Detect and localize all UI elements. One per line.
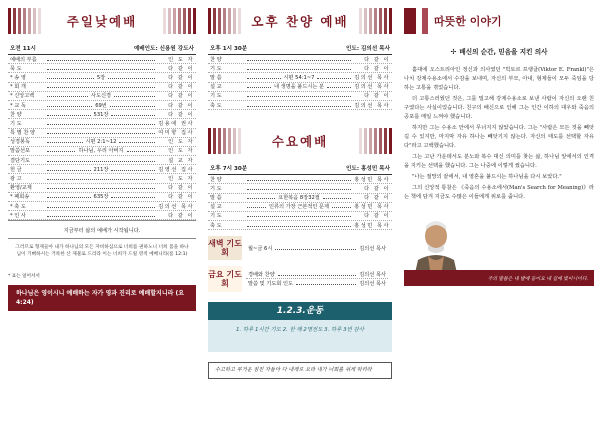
row-detail: 내 생명을 붙드시는 분 xyxy=(273,84,325,91)
story-paragraph: 하지만 그는 수용소 안에서 무너지지 않았습니다. 그는 "사람은 모든 것을 빼앗길 수 있지만, 마지막 자유 하나는 빼앗기지 않는다. 자신의 태도를 선택할 자유다"라고 고백했습니다. xyxy=(404,125,594,149)
row-label: 기 도 xyxy=(10,120,22,127)
wednesday-header xyxy=(208,164,392,175)
table-row xyxy=(8,193,196,202)
row-label: * 축 도 xyxy=(10,203,26,210)
row-person: 김의선 목사 xyxy=(354,74,390,81)
row-detail: 531장 xyxy=(93,111,109,118)
row-person: 인 도 자 xyxy=(168,139,194,146)
table-row xyxy=(208,175,392,184)
table-row xyxy=(8,73,196,82)
row-person: 홍성민 목사 xyxy=(354,204,391,211)
table-row xyxy=(8,110,196,119)
row-label: * 신앙고백 xyxy=(10,93,35,100)
dawn-prayer-row xyxy=(246,244,388,253)
row-label: 묵 도 xyxy=(10,65,22,72)
row-detail: 하나님, 우리 아버지 xyxy=(78,148,124,155)
row-detail: 5장 xyxy=(96,74,106,81)
praying-man-image xyxy=(404,216,594,286)
row-label: * 폐회송 xyxy=(10,194,30,201)
row-person: 김의선 목사 xyxy=(158,203,194,210)
row-label: * 교 독 xyxy=(10,102,26,109)
row-person: 설 교 자 xyxy=(168,157,194,164)
story-title xyxy=(404,46,594,56)
row-person: 인 도 자 xyxy=(168,56,194,63)
row-person: 김의선 목사 xyxy=(354,84,390,91)
friday-row-1 xyxy=(246,270,388,279)
row-label: 축 도 xyxy=(210,102,222,109)
afternoon-title: 오후 찬양 예배 xyxy=(243,12,356,30)
row-person: 다 같 이 xyxy=(364,195,390,202)
row-person: 다 같 이 xyxy=(364,93,390,100)
row-label: 축 도 xyxy=(210,222,222,229)
row-person: 다 같 이 xyxy=(168,84,194,91)
table-row xyxy=(8,129,196,138)
friday-prayer-tag: 금요 기도회 xyxy=(208,266,242,292)
wednesday-banner xyxy=(208,128,392,154)
sunday-leader: 예배인도: 신용원 강도사 xyxy=(133,46,194,52)
afternoon-header xyxy=(208,44,392,55)
sunday-title: 주일낮예배 xyxy=(59,12,145,30)
table-row xyxy=(208,212,392,221)
friday-row-2 xyxy=(246,279,388,288)
story-body xyxy=(404,66,594,202)
wednesday-time: 오후 7시 30분 xyxy=(210,166,248,173)
row-detail: 69번 xyxy=(95,102,107,109)
invitation-verse: 수고하고 무거운 짐진 자들아 다 내게로 오라 내가 너희를 쉬게 하리라 xyxy=(208,362,392,379)
row-person: 김용애 권사 xyxy=(158,120,194,127)
row-label: 헌 금 xyxy=(10,166,22,173)
table-row xyxy=(8,156,196,165)
table-row xyxy=(8,211,196,220)
sunday-banner xyxy=(8,8,196,34)
bottom-verse-banner: 하나님은 영이시니 예배하는 자가 영과 진리로 예배할지니라 (요4:24) xyxy=(8,285,196,311)
row-person: 다 같 이 xyxy=(364,213,390,220)
afternoon-column xyxy=(208,8,392,379)
table-row xyxy=(208,83,392,92)
sunday-time: 오전 11시 xyxy=(10,46,36,52)
row-label: 말 씀 xyxy=(210,195,222,202)
row-label: 기 도 xyxy=(210,213,222,220)
afternoon-order-list xyxy=(208,55,392,110)
sunday-header xyxy=(8,44,196,55)
friday-line-2: 말씀 및 기도회 인도 xyxy=(248,281,294,288)
cross-icon: ✢ xyxy=(450,48,457,56)
motto-title: 1.2.3.운동 xyxy=(208,302,392,320)
table-row xyxy=(8,147,196,156)
table-row xyxy=(8,119,196,128)
dawn-prayer-tag: 새벽 기도회 xyxy=(208,236,242,260)
sunday-worship-column xyxy=(8,8,196,311)
row-label: 성경봉독 xyxy=(10,139,31,146)
table-row xyxy=(208,203,392,212)
dawn-prayer-time: 월~금 6시 xyxy=(248,245,273,252)
table-row xyxy=(208,221,392,230)
caption-band: 주의 말씀은 내 발에 등이요 내 길에 빛이니이다. xyxy=(404,270,594,286)
row-label: * 회 개 xyxy=(10,84,26,91)
story-banner xyxy=(404,8,594,34)
row-person: 다 같 이 xyxy=(168,185,194,192)
row-label: 결단기도 xyxy=(10,157,31,164)
table-row xyxy=(208,55,392,64)
wednesday-leader: 인도: 홍성민 목사 xyxy=(346,166,390,173)
friday-leader-1: 김의선 목사 xyxy=(359,271,386,278)
table-row xyxy=(208,184,392,193)
story-banner-title: 따뜻한 이야기 xyxy=(434,15,502,28)
row-label: * 송 영 xyxy=(10,74,26,81)
row-label: 특 별 찬 양 xyxy=(10,130,35,137)
dawn-prayer-box xyxy=(208,236,392,260)
standing-mark: * 표는 일어서서 xyxy=(8,273,40,279)
row-person: 김영선 집사 xyxy=(158,166,195,173)
row-detail: 635장 xyxy=(93,194,109,201)
row-person: 김의선 목사 xyxy=(354,102,390,109)
row-label: 예배의 부름 xyxy=(10,56,37,63)
story-title-text: 배신의 순간, 믿음을 지킨 의사 xyxy=(459,48,548,56)
row-detail: 211장 xyxy=(93,166,109,173)
table-row xyxy=(208,92,392,101)
row-detail: 사도신경 xyxy=(90,93,112,100)
story-paragraph: 더 고통스러웠던 것은, 그를 밀고해 강제수용소로 보낸 사람이 자신의 오랜 친구였다는 사실이었습니다. 친구의 배신으로 인해 그는 인간 이하의 대우와 죽음의 공포를 매일 느껴야 했습니다. xyxy=(404,96,594,120)
afternoon-banner xyxy=(208,8,392,34)
afternoon-leader: 인도: 김의선 목사 xyxy=(346,46,390,52)
row-label: 설 교 xyxy=(210,204,222,211)
row-label: 기 도 xyxy=(210,185,222,192)
table-row xyxy=(208,194,392,203)
table-row xyxy=(8,138,196,147)
table-row xyxy=(8,174,196,183)
motto-box xyxy=(208,302,392,352)
sunday-note: 지금부터 삶의 예배가 시작됩니다. xyxy=(8,221,196,239)
dawn-prayer-leader: 김의선 목사 xyxy=(359,245,386,252)
row-person: 다 같 이 xyxy=(168,93,195,100)
table-row xyxy=(8,184,196,193)
row-label: 찬 양 xyxy=(210,56,222,63)
friday-leader-2: 김의선 목사 xyxy=(359,281,386,288)
row-label: * 인 사 xyxy=(10,212,26,219)
row-label: 광 고 xyxy=(10,176,22,183)
story-paragraph: "나는 절망의 끝에서, 내 영혼을 붙드시는 하나님을 다시 보았다." xyxy=(412,174,562,180)
table-row xyxy=(8,92,196,101)
row-person: 다 같 이 xyxy=(364,65,390,72)
row-person: 다 같 이 xyxy=(168,74,194,81)
row-label: 찬 양 xyxy=(10,111,22,118)
row-person: 홍성민 목사 xyxy=(354,222,390,229)
sunday-verse: 그러므로 형제들아 내가 하나님의 모든 자비하심으로 너희를 권하노니 너희 몸을 하나님이 기뻐하시는 거룩한 산 제물로 드리라 이는 너희가 드릴 영적 예배니라(롬 12:1) xyxy=(15,245,189,257)
sunday-order-list xyxy=(8,55,196,221)
wednesday-title: 수요예배 xyxy=(264,132,336,150)
table-row xyxy=(8,165,196,174)
table-row xyxy=(8,64,196,73)
row-person: 다 같 이 xyxy=(168,194,195,201)
row-label: 찬 양 xyxy=(210,176,222,183)
table-row xyxy=(208,101,392,110)
afternoon-time: 오후 1시 30분 xyxy=(210,46,248,52)
friday-line-1: 경배와 찬양 xyxy=(248,271,275,278)
row-detail: 요한복음 8장32절 xyxy=(278,195,320,202)
row-person: 홍성민 목사 xyxy=(354,176,390,183)
row-person: 다 같 이 xyxy=(364,56,390,63)
table-row xyxy=(208,73,392,82)
row-label: 기 도 xyxy=(210,65,222,72)
row-person: 다 같 이 xyxy=(168,212,194,219)
row-person: 인 도 자 xyxy=(168,176,194,183)
row-label: 기 도 xyxy=(210,93,222,100)
story-paragraph: 홀대에 오스트리아인 정신과 의사였던 "빅토르 프랭클(Viktor E. Frankl)"은 나치 강제수용소에서 수감을 보내며, 자신의 부모, 아내, 형제들이 모두 죽임을 당하는 고통을 겪었습니다. xyxy=(404,67,594,91)
table-row xyxy=(8,101,196,110)
row-person: 다 같 이 xyxy=(168,102,194,109)
row-person: 여미향 집사 xyxy=(158,130,194,137)
row-label: 말씀선포 xyxy=(10,148,31,155)
wednesday-order-list xyxy=(208,175,392,230)
table-row xyxy=(8,83,196,92)
row-detail: 시편 2:1~12 xyxy=(85,139,117,146)
row-person: 다 같 이 xyxy=(168,65,194,72)
story-column xyxy=(404,8,594,286)
story-paragraph: 그는 고난 가운데서도 분노와 복수 대신 의미를 찾는 삶, 하나님 앞에서의 인격을 지키는 선택을 했습니다. 그는 나중에 이렇게 썼습니다. xyxy=(404,154,594,169)
row-label: 설 교 xyxy=(210,84,222,91)
row-person: 인 도 자 xyxy=(168,148,195,155)
row-person: 다 같 이 xyxy=(168,111,195,118)
table-row xyxy=(8,55,196,64)
table-row xyxy=(208,64,392,73)
motto-body: 1. 하루 1시간 기도 2. 한 해 2명전도 3. 하루 3번 감사 xyxy=(236,327,364,334)
row-label: 말 씀 xyxy=(210,74,222,81)
story-paragraph: 그의 신앙적 통찰은 《죽음의 수용소에서(Man's Search for Meaning)》라는 책에 담겨 지금도 수많은 이들에게 위로를 줍니다. xyxy=(404,185,594,200)
row-detail: 인류의 가장 근본적인 문제 xyxy=(268,204,330,211)
table-row xyxy=(8,202,196,211)
row-person: 다 같 이 xyxy=(364,185,390,192)
friday-prayer-box xyxy=(208,266,392,292)
row-label: 환영/교제 xyxy=(10,185,32,192)
row-detail: 시편 54:1~7 xyxy=(283,74,315,81)
